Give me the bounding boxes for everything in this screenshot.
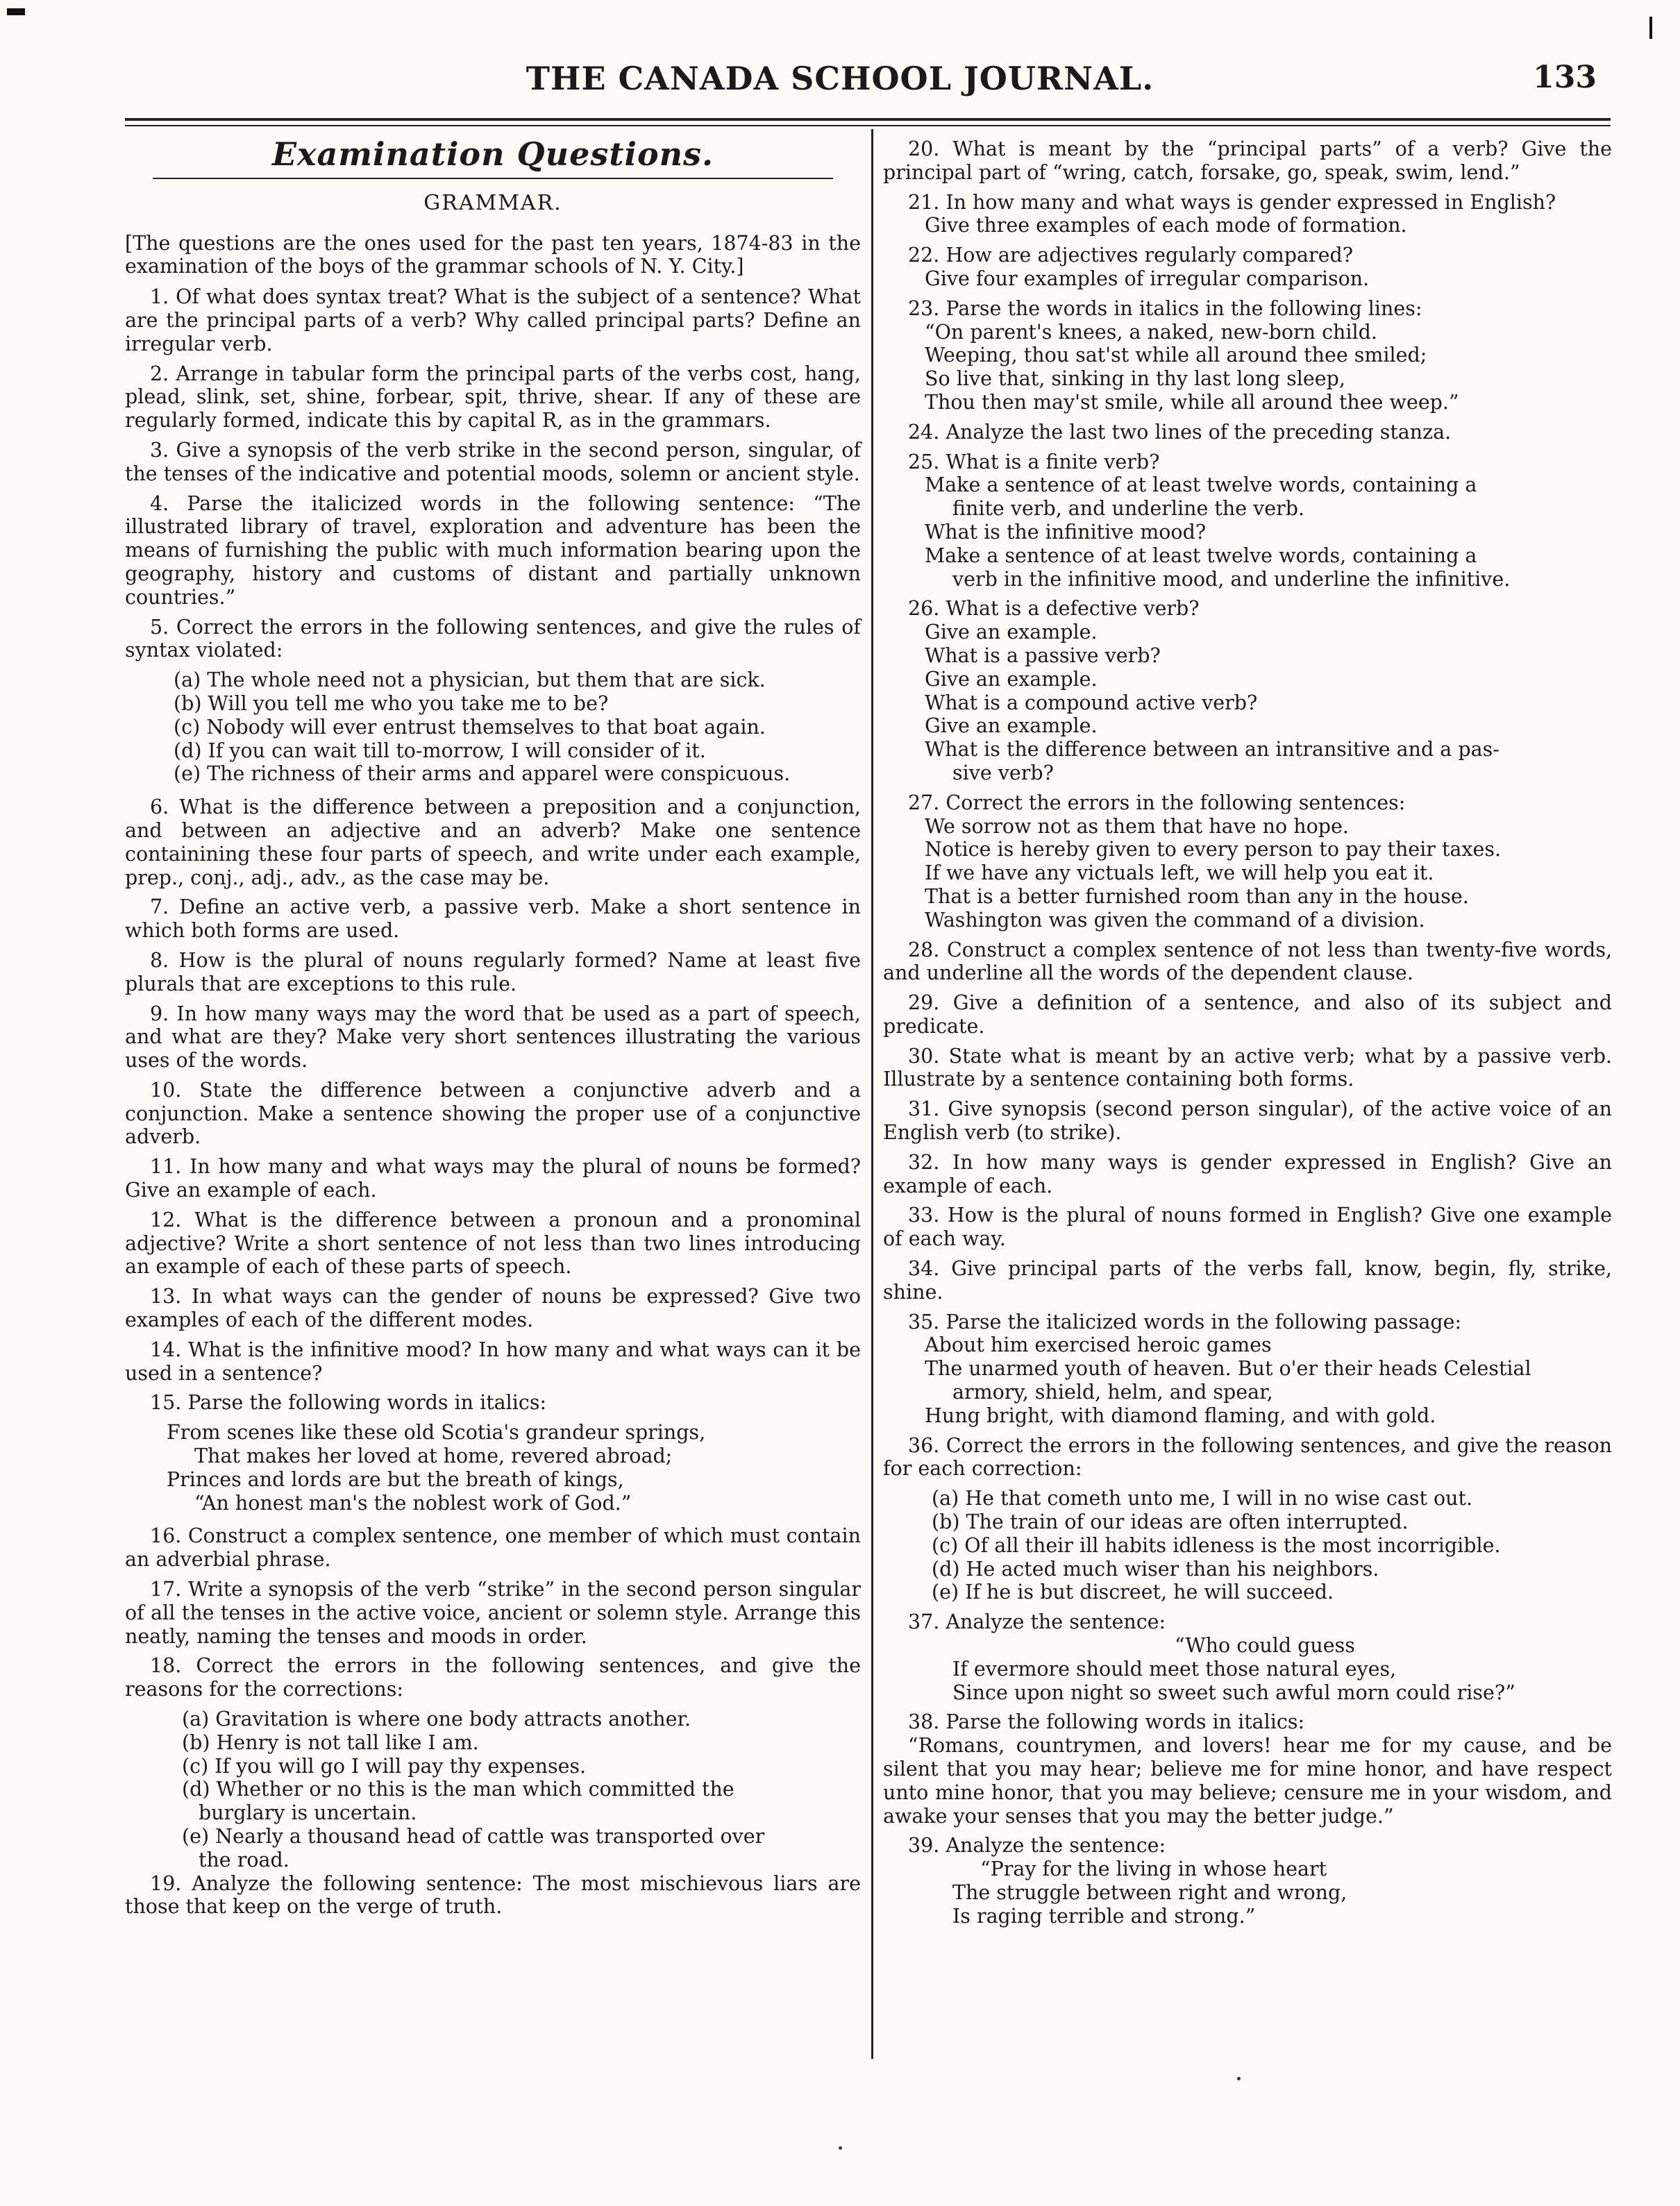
question-3: 3. Give a synopsis of the verb strike in the second person, singular, of the tenses of the indicative and potential moods, solemn or ancient style. [125, 438, 861, 485]
section-subtitle: GRAMMAR. [423, 190, 562, 215]
question-35-verse: armory, shield, helm, and spear, [952, 1381, 1273, 1404]
question-36-item: (d) He acted much wiser than his neighbors. [932, 1557, 1379, 1581]
question-17: 17. Write a synopsis of the verb “strike” in the second person singular of all the tenses in the active voice, ancient or solemn style. Arrange this neatly, naming the tenses and moods in order. [125, 1578, 861, 1648]
question-35: 35. Parse the italicized words in the following passage: [908, 1310, 1462, 1333]
question-27-line: If we have any victuals left, we will help you eat it. [925, 861, 1434, 885]
question-5: 5. Correct the errors in the following sentences, and give the rules of syntax violated: [125, 615, 861, 662]
intro-note: [The questions are the ones used for the past ten years, 1874-83 in the examination of the boys of the grammar schools of N. Y. City.] [125, 231, 861, 278]
question-18-item: (d) Whether or no this is the man which committed the [182, 1778, 734, 1801]
question-39: 39. Analyze the sentence: [908, 1834, 1166, 1858]
question-39-verse: Is raging terrible and strong.” [952, 1904, 1256, 1928]
question-5-item: (d) If you can wait till to-morrow, I will consider of it. [174, 739, 706, 762]
question-22-line: Give four examples of irregular comparison. [925, 267, 1370, 290]
question-5-item: (c) Nobody will ever entrust themselves to that boat again. [174, 715, 766, 739]
question-26-line: Give an example. [925, 714, 1098, 738]
question-15-verse: From scenes like these old Scotia's grandeur springs, [167, 1421, 706, 1445]
question-18-item: burglary is uncertain. [199, 1801, 417, 1825]
question-37: 37. Analyze the sentence: [908, 1610, 1166, 1634]
question-36-item: (c) Of all their ill habits idleness is the most incorrigible. [932, 1533, 1501, 1557]
question-7: 7. Define an active verb, a passive verb. Make a short sentence in which both forms are used. [125, 895, 861, 943]
question-38: 38. Parse the following words in italics: [908, 1710, 1305, 1734]
question-8: 8. How is the plural of nouns regularly formed? Name at least five plurals that are exceptions to this rule. [125, 948, 861, 995]
question-27-line: Washington was given the command of a division. [925, 908, 1425, 932]
question-36-item: (b) The train of our ideas are often interrupted. [932, 1510, 1409, 1534]
question-6: 6. What is the difference between a preposition and a conjunction, and between an adjective and an adverb? Make one sentence containining these four parts of speech, and write under each example, prep., conj., adj., adv., as the case may be. [125, 795, 861, 889]
section-title: Examination Questions. [272, 135, 714, 173]
margin-mark [7, 8, 25, 15]
question-25-line: What is the infinitive mood? [925, 520, 1207, 544]
page-number: 133 [1533, 60, 1597, 95]
margin-mark [1649, 17, 1652, 39]
question-26-line: sive verb? [952, 761, 1054, 784]
page-header [0, 60, 1680, 101]
question-38-passage: “Romans, countrymen, and lovers! hear me for my cause, and be silent that you may hear; believe me for mine honor, and have respect unto mine honor, that you may believe; censure me in your wisdom, and awake your senses that you may the better judge.” [883, 1734, 1612, 1828]
question-39-verse: The struggle between right and wrong, [952, 1880, 1347, 1904]
question-31: 31. Give synopsis (second person singular), of the active voice of an English verb (to strike). [883, 1097, 1612, 1145]
question-26-line: Give an example. [925, 667, 1098, 691]
question-37-verse: Since upon night so sweet such awful morn could rise?” [952, 1681, 1515, 1704]
header-rule [125, 125, 1611, 126]
question-23: 23. Parse the words in italics in the following lines: [908, 296, 1422, 320]
question-33: 33. How is the plural of nouns formed in English? Give one example of each way. [883, 1204, 1612, 1251]
question-18-item: (e) Nearly a thousand head of cattle was transported over [182, 1825, 765, 1848]
question-20: 20. What is meant by the “principal parts” of a verb? Give the principal part of “wring, catch, forsake, go, speak, swim, lend.” [883, 137, 1612, 184]
question-32: 32. In how many ways is gender expressed in English? Give an example of each. [883, 1150, 1612, 1197]
question-39-verse: “Pray for the living in whose heart [980, 1858, 1327, 1881]
question-23-verse: So live that, sinking in thy last long sleep, [925, 367, 1345, 391]
question-30: 30. State what is meant by an active verb; what by a passive verb. Illustrate by a sentence containing both forms. [883, 1044, 1612, 1091]
question-26-line: What is a passive verb? [925, 643, 1161, 667]
question-35-verse: About him exercised heroic games [925, 1333, 1272, 1357]
question-24: 24. Analyze the last two lines of the preceding stanza. [908, 420, 1452, 444]
question-25-line: Make a sentence of at least twelve words, containing a [925, 544, 1477, 567]
question-1: 1. Of what does syntax treat? What is the subject of a sentence? What are the principal parts of a verb? Why called principal parts? Define an irregular verb. [125, 285, 861, 355]
question-11: 11. In how many and what ways may the plural of nouns be formed? Give an example of each. [125, 1155, 861, 1202]
question-5-item: (a) The whole need not a physician, but them that are sick. [174, 668, 766, 692]
question-14: 14. What is the infinitive mood? In how many and what ways can it be used in a sentence? [125, 1338, 861, 1385]
question-23-verse: Thou then may'st smile, while all around thee weep.” [925, 390, 1459, 414]
question-25: 25. What is a finite verb? [908, 450, 1160, 473]
question-36-item: (e) If he is but discreet, he will succeed. [932, 1581, 1334, 1604]
question-26-line: What is a compound active verb? [925, 691, 1258, 714]
question-25-line: finite verb, and underline the verb. [952, 497, 1305, 521]
question-12: 12. What is the difference between a pronoun and a pronominal adjective? Write a short sentence of not less than two lines introducing an example of each of these parts of speech. [125, 1208, 861, 1279]
question-37-verse: If evermore should meet those natural eyes, [952, 1657, 1397, 1681]
question-13: 13. In what ways can the gender of nouns be expressed? Give two examples of each of the different modes. [125, 1285, 861, 1332]
question-5-item: (e) The richness of their arms and apparel were conspicuous. [174, 762, 791, 786]
question-15-verse: Princes and lords are but the breath of kings, [167, 1467, 624, 1491]
question-22: 22. How are adjectives regularly compared? [908, 244, 1353, 267]
question-16: 16. Construct a complex sentence, one member of which must contain an adverbial phrase. [125, 1524, 861, 1572]
question-21: 21. In how many and what ways is gender expressed in English? [908, 190, 1556, 214]
section-rule [153, 178, 833, 179]
print-speck [839, 2146, 842, 2150]
question-35-verse: Hung bright, with diamond flaming, and with gold. [925, 1404, 1436, 1427]
question-35-verse: The unarmed youth of heaven. But o'er their heads Celestial [925, 1357, 1531, 1381]
question-23-verse: Weeping, thou sat'st while all around thee smiled; [925, 344, 1427, 367]
question-27-line: Notice is hereby given to every person to pay their taxes. [925, 838, 1502, 861]
header-rule [125, 118, 1611, 121]
question-4: 4. Parse the italicized words in the following sentence: “The illustrated library of travel, exploration and adventure has been the means of furnishing the public with much information bearing upon the geography, history and customs of distant and partially unknown countries.” [125, 491, 861, 609]
question-36-item: (a) He that cometh unto me, I will in no wise cast out. [932, 1487, 1473, 1510]
question-10: 10. State the difference between a conjunctive adverb and a conjunction. Make a sentence showing the proper use of a conjunctive adverb. [125, 1078, 861, 1149]
question-25-line: verb in the infinitive mood, and underline the infinitive. [952, 567, 1511, 591]
question-27-line: That is a better furnished room than any in the house. [925, 884, 1469, 908]
question-5-item: (b) Will you tell me who you take me to be? [174, 691, 609, 715]
question-34: 34. Give principal parts of the verbs fall, know, begin, fly, strike, shine. [883, 1257, 1612, 1304]
question-2: 2. Arrange in tabular form the principal parts of the verbs cost, hang, plead, slink, set, shine, forbear, spit, thrive, shear. If any of these are regularly formed, indicate this by capital R, as in the grammars. [125, 362, 861, 432]
question-18-item: (c) If you will go I will pay thy expenses. [182, 1754, 587, 1778]
question-29: 29. Give a definition of a sentence, and also of its subject and predicate. [883, 991, 1612, 1038]
question-21-line: Give three examples of each mode of formation. [925, 214, 1407, 237]
question-27-line: We sorrow not as them that have no hope. [925, 814, 1349, 838]
question-26-line: Give an example. [925, 621, 1098, 644]
question-15-verse: That makes her loved at home, revered abroad; [194, 1445, 673, 1468]
question-26-line: What is the difference between an intransitive and a pas- [925, 738, 1500, 761]
question-18-item: the road. [199, 1848, 289, 1871]
question-9: 9. In how many ways may the word that be used as a part of speech, and what are they? Make very short sentences illustrating the various uses of the words. [125, 1002, 861, 1072]
question-19: 19. Analyze the following sentence: The most mischievous liars are those that keep on the verge of truth. [125, 1871, 861, 1919]
question-18: 18. Correct the errors in the following sentences, and give the reasons for the corrections: [125, 1654, 861, 1701]
question-23-verse: “On parent's knees, a naked, new-born child. [925, 320, 1377, 344]
question-26: 26. What is a defective verb? [908, 597, 1200, 621]
question-18-item: (b) Henry is not tall like I am. [182, 1731, 479, 1754]
question-18-item: (a) Gravitation is where one body attracts another. [182, 1708, 691, 1731]
question-37-verse: “Who could guess [1175, 1634, 1355, 1658]
right-column [883, 137, 1612, 1928]
question-15: 15. Parse the following words in italics: [150, 1391, 547, 1415]
journal-title: THE CANADA SCHOOL JOURNAL. [526, 60, 1154, 97]
question-15-verse: “An honest man's the noblest work of God.” [194, 1491, 632, 1515]
print-speck [1237, 2077, 1241, 2080]
question-25-line: Make a sentence of at least twelve words, containing a [925, 473, 1477, 497]
question-27: 27. Correct the errors in the following sentences: [908, 791, 1406, 814]
column-divider [871, 129, 873, 2059]
left-column [125, 137, 861, 1925]
question-28: 28. Construct a complex sentence of not less than twenty-five words, and underline all the words of the dependent clause. [883, 938, 1612, 985]
question-36: 36. Correct the errors in the following sentences, and give the reason for each correction: [883, 1433, 1612, 1481]
